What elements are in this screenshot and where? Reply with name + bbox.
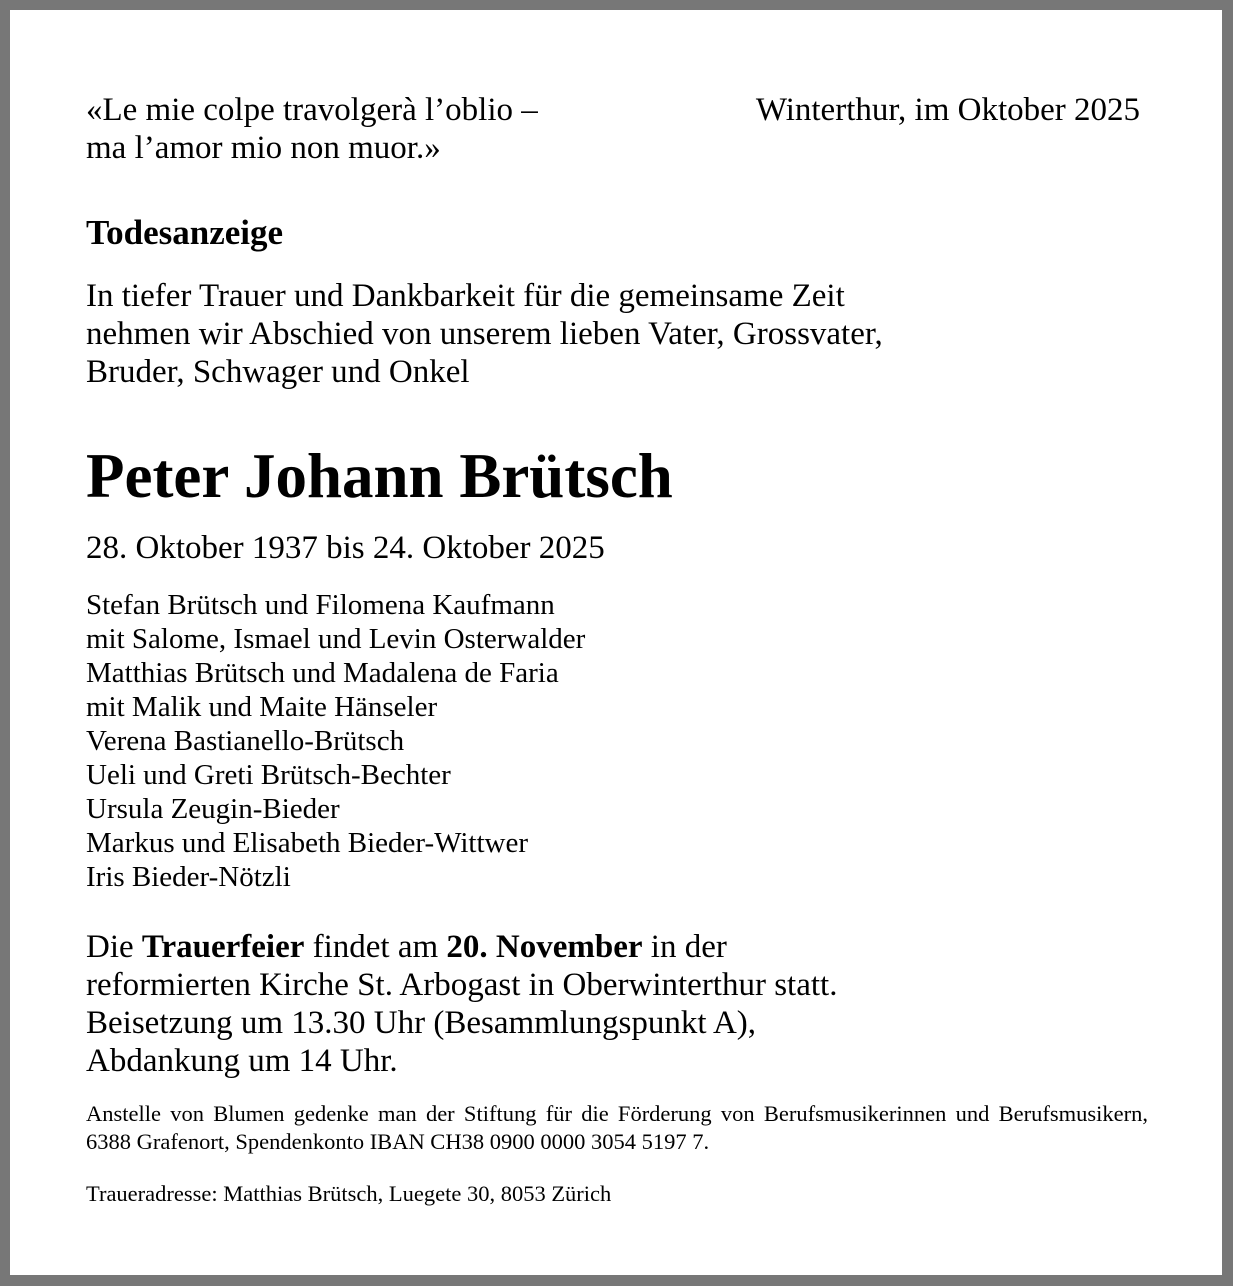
life-dates: 28. Oktober 1937 bis 24. Oktober 2025 [86, 530, 605, 566]
service-line: Abdankung um 14 Uhr. [86, 1043, 398, 1079]
intro-line: Bruder, Schwager und Onkel [86, 354, 470, 390]
intro-text [86, 277, 883, 391]
deceased-name: Peter Johann Brütsch [86, 441, 673, 511]
service-info [86, 928, 837, 1080]
family-member: Verena Bastianello-Brütsch [86, 725, 405, 757]
quote-line: ma l’amor mio non muor.» [86, 130, 441, 166]
family-member: Iris Bieder-Nötzli [86, 861, 291, 893]
service-line: Beisetzung um 13.30 Uhr (Besammlungspunkt A), [86, 1005, 757, 1041]
place-date: Winterthur, im Oktober 2025 [755, 92, 1140, 128]
service-line: reformierten Kirche St. Arbogast in Oberwinterthur statt. [86, 967, 838, 1003]
family-member: mit Malik und Maite Hänseler [86, 691, 438, 723]
family-member: Ursula Zeugin-Bieder [86, 793, 340, 825]
text: in der [642, 929, 727, 965]
family-member: Matthias Brütsch und Madalena de Faria [86, 657, 559, 689]
event-date: 20. November [446, 929, 643, 965]
service-line [86, 928, 837, 966]
family-member: Markus und Elisabeth Bieder-Wittwer [86, 827, 528, 859]
text: Die [86, 929, 142, 965]
heading: Todesanzeige [86, 213, 284, 252]
obituary-page [10, 10, 1222, 1275]
intro-line: nehmen wir Abschied von unserem lieben Vater, Grossvater, [86, 316, 883, 352]
text: findet am [304, 929, 447, 965]
donation-note: Anstelle von Blumen gedenke man der Stiftung für die Förderung von Berufsmusikerinnen und Berufsmusikern, 6388 Grafenort, Spendenkonto IBAN CH38 0900 0000 3054 5197 7. [86, 1101, 1148, 1154]
family-member: mit Salome, Ismael und Levin Osterwalder [86, 623, 586, 655]
intro-line: In tiefer Trauer und Dankbarkeit für die gemeinsame Zeit [86, 278, 845, 314]
quote [86, 91, 538, 167]
quote-line: «Le mie colpe travolgerà l’oblio – [86, 92, 538, 128]
family-list [86, 588, 585, 894]
family-member: Ueli und Greti Brütsch-Bechter [86, 759, 451, 791]
family-member: Stefan Brütsch und Filomena Kaufmann [86, 589, 555, 621]
mourning-address: Traueradresse: Matthias Brütsch, Luegete 30, 8053 Zürich [86, 1181, 612, 1206]
event-name: Trauerfeier [141, 929, 305, 965]
